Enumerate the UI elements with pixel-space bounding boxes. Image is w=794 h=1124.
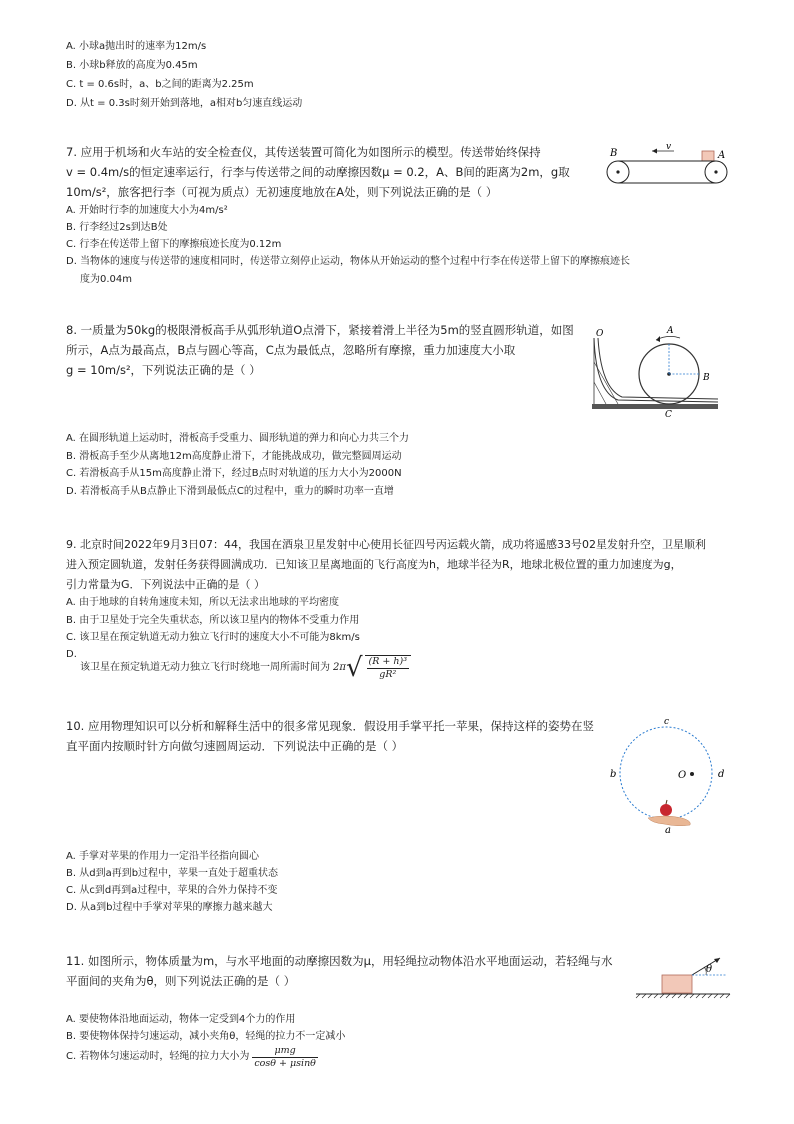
pulled-block-figure <box>634 950 734 1000</box>
label-a: A <box>667 326 674 336</box>
q7-stem <box>66 142 570 202</box>
q8-option-a: A. 在圆形轨道上运动时，滑板高手受重力、圆形轨道的弹力和向心力共三个力 <box>66 433 410 444</box>
q11-stem <box>66 951 612 991</box>
label-c: c <box>664 717 670 727</box>
luggage-box <box>702 151 714 161</box>
q7-option-a: A. 开始时行李的加速度大小为4m/s² <box>66 205 228 216</box>
q6-option-d: D. 从t = 0.3s时刻开始到落地，a相对b匀速直线运动 <box>66 98 303 109</box>
label-c: C <box>665 410 672 418</box>
q11-option-a: A. 要使物体沿地面运动，物体一定受到4个力的作用 <box>66 1014 296 1025</box>
loop-track-figure <box>588 322 724 418</box>
q10-option-b: B. 从d到a再到b过程中，苹果一直处于超重状态 <box>66 868 279 879</box>
q11-stem-line: 平面间的夹角为θ，则下列说法正确的是（ ） <box>66 974 296 988</box>
q10-option-d: D. 从a到b过程中手掌对苹果的摩擦力越来越大 <box>66 902 273 913</box>
circular-motion-figure <box>604 715 734 837</box>
sqrt-icon: √ <box>345 653 363 683</box>
velocity-arrowhead <box>652 149 657 154</box>
q9-stem-line: 9. 北京时间2022年9月3日07：44，我国在酒泉卫星发射中心使用长征四号丙运载火箭，成功将遥感33号02星发射升空，卫星顺利 <box>66 538 706 551</box>
ground <box>592 404 718 409</box>
slope-track-outer <box>598 338 718 399</box>
label-o: O <box>596 329 604 339</box>
apple-icon <box>660 804 672 816</box>
block <box>662 975 692 993</box>
q11-option-c-text: C. 若物体匀速运动时，轻绳的拉力大小为 <box>66 1051 250 1062</box>
q8-option-b: B. 滑板高手至少从离地12m高度静止滑下，才能挑战成功，做完整圆周运动 <box>66 451 402 462</box>
q11-fraction-num: μmg <box>252 1045 318 1058</box>
q9-stem <box>66 535 706 595</box>
q10-option-c: C. 从c到d再到a过程中，苹果的合外力保持不变 <box>66 885 278 896</box>
label-a: a <box>665 825 671 836</box>
q10-stem-line: 直平面内按顺时针方向做匀速圆周运动．下列说法中正确的是（ ） <box>66 739 404 753</box>
direction-arrowhead <box>656 336 660 342</box>
q9-option-d-coef: 2π <box>333 662 346 673</box>
q7-stem-line: 7. 应用于机场和火车站的安全检查仪，其传送装置可简化为如图所示的模型。传送带始终保持 <box>66 145 541 159</box>
q11-fraction <box>252 1045 318 1070</box>
q7-stem-line: v = 0.4m/s的恒定速率运行，行李与传送带之间的动摩擦因数μ = 0.2，A、B间的距离为2m，g取 <box>66 165 570 179</box>
rope-arrowhead <box>714 958 720 963</box>
q6-option-a: A. 小球a抛出时的速率为12m/s <box>66 41 207 52</box>
q8-stem-line: 8. 一质量为50kg的极限滑板高手从弧形轨道O点滑下，紧接着滑上半径为5m的竖直圆形轨道，如图 <box>66 323 574 337</box>
q9-stem-line: 引力常量为G．下列说法中正确的是（ ） <box>66 578 266 591</box>
label-theta: θ <box>706 964 713 975</box>
label-b: B <box>610 148 618 159</box>
q11-option-c <box>66 1043 318 1071</box>
q8-stem-line: g = 10m/s²，下列说法正确的是（ ） <box>66 363 261 377</box>
q7-option-b: B. 行李经过2s到达B处 <box>66 222 168 233</box>
q9-sqrt-radicand <box>365 655 412 681</box>
q8-option-d: D. 若滑板高手从B点静止下滑到最低点C的过程中，重力的瞬时功率一直增 <box>66 486 394 497</box>
q7-stem-line: 10m/s²，旅客把行李（可视为质点）无初速度地放在A处，则下列说法正确的是（ ） <box>66 185 498 199</box>
q10-stem <box>66 716 594 756</box>
q9-option-c: C. 该卫星在预定轨道无动力独立飞行时的速度大小不可能为8km/s <box>66 632 360 643</box>
left-roller-axle <box>616 170 619 173</box>
q10-option-a: A. 手掌对苹果的作用力一定沿半径指向圆心 <box>66 851 260 862</box>
center-point <box>690 772 694 776</box>
q11-fraction-den: cosθ + μsinθ <box>254 1057 316 1069</box>
q6-option-b: B. 小球b释放的高度为0.45m <box>66 60 198 71</box>
q9-stem-line: 进入预定圆轨道，发射任务获得圆满成功．已知该卫星离地面的飞行高度为h，地球半径为R，地球北极位置的重力加速度为g， <box>66 558 682 571</box>
q8-option-c: C. 若滑板高手从15m高度静止滑下，经过B点时对轨道的压力大小为2000N <box>66 468 402 479</box>
label-o: O <box>678 770 687 781</box>
apple-stem <box>666 800 667 804</box>
conveyor-belt-figure <box>600 140 735 188</box>
q9-option-a: A. 由于地球的自转角速度未知，所以无法求出地球的平均密度 <box>66 597 340 608</box>
q7-option-d: D. 当物体的速度与传送带的速度相同时，传送带立刻停止运动，物体从开始运动的整个过程中行李在传送带上留下的摩擦痕迹长 <box>66 256 631 267</box>
q11-option-b: B. 要使物体保持匀速运动，减小夹角θ，轻绳的拉力不一定减小 <box>66 1031 346 1042</box>
q9-option-d <box>80 648 411 688</box>
hand-icon <box>648 816 690 826</box>
q8-stem <box>66 320 574 380</box>
q9-fraction-num: (R + h)³ <box>368 656 408 667</box>
q9-option-b: B. 由于卫星处于完全失重状态，所以该卫星内的物体不受重力作用 <box>66 615 360 626</box>
label-b: b <box>610 769 617 780</box>
q11-stem-line: 11. 如图所示，物体质量为m，与水平地面的动摩擦因数为μ，用轻绳拉动物体沿水平地面运动，若轻绳与水 <box>66 954 613 968</box>
q9-fraction <box>367 656 410 681</box>
label-a: A <box>718 150 726 161</box>
q6-option-c: C. t = 0.6s时，a、b之间的距离为2.25m <box>66 79 254 90</box>
label-v: v <box>666 142 672 152</box>
q9-option-d-text: 该卫星在预定轨道无动力独立飞行时绕地一周所需时间为 <box>80 662 330 673</box>
support-strut <box>594 362 618 404</box>
q8-stem-line: 所示，A点为最高点，B点与圆心等高，C点为最低点，忽略所有摩擦，重力加速度大小取 <box>66 343 516 357</box>
q9-option-d-label: D. <box>66 649 77 660</box>
q7-option-d-cont: 度为0.04m <box>80 274 133 285</box>
q9-fraction-den: gR² <box>379 669 397 680</box>
label-b: B <box>703 373 710 383</box>
label-d: d <box>718 769 725 780</box>
right-roller-axle <box>714 170 717 173</box>
ground-hatch <box>636 994 730 998</box>
q7-option-c: C. 行李在传送带上留下的摩擦痕迹长度为0.12m <box>66 239 282 250</box>
support-strut <box>594 382 606 404</box>
q10-stem-line: 10. 应用物理知识可以分析和解释生活中的很多常见现象．假设用手掌平托一苹果，保持这样的姿势在竖 <box>66 719 594 733</box>
